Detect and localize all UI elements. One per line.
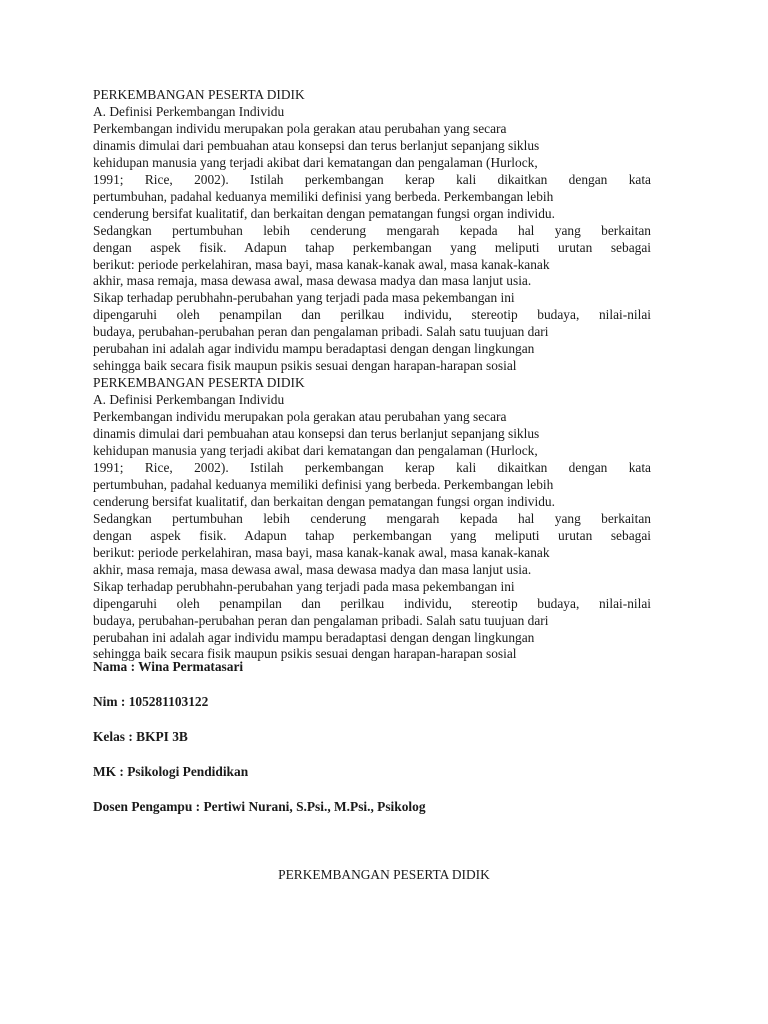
text-line: budaya, perubahan-perubahan peran dan pengalaman pribadi. Salah satu tuujuan dari [93, 612, 549, 628]
text-line: perubahan ini adalah agar individu mampu beradaptasi dengan dengan lingkungan [93, 341, 535, 357]
section-title: PERKEMBANGAN PESERTA DIDIK [93, 87, 305, 102]
text-line: dengan aspek fisik. Adapun tahap perkembangan yang meliputi urutan sebagai [93, 527, 651, 543]
text-line: Sikap terhadap perubhahn-perubahan yang terjadi pada masa pekembangan ini [93, 578, 515, 594]
text-line: akhir, masa remaja, masa dewasa awal, masa dewasa madya dan masa lanjut usia. [93, 273, 532, 289]
text-line: sehingga baik secara fisik maupun psikis sesuai dengan harapan-harapan sosial [93, 646, 517, 662]
text-line: berikut: periode perkelahiran, masa bayi, masa kanak-kanak awal, masa kanak-kanak [93, 256, 550, 272]
text-line: 1991; Rice, 2002). Istilah perkembangan kerap kali dikaitkan dengan kata [93, 459, 651, 475]
text-line: cenderung bersifat kualitatif, dan berkaitan dengan pematangan fungsi organ individu. [93, 493, 555, 509]
text-line: dinamis dimulai dari pembuahan atau konsepsi dan terus berlanjut sepanjang siklus [93, 137, 540, 153]
text-line: dipengaruhi oleh penampilan dan perilkau individu, stereotip budaya, nilai-nilai [93, 595, 651, 611]
text-line: pertumbuhan, padahal keduanya memiliki definisi yang berbeda. Perkembangan lebih [93, 188, 554, 204]
section-heading: A. Definisi Perkembangan Individu [93, 392, 285, 408]
student-name: Nama : Wina Permatasari [93, 659, 244, 674]
text-line: dinamis dimulai dari pembuahan atau konsepsi dan terus berlanjut sepanjang siklus [93, 426, 540, 442]
text-line: kehidupan manusia yang terjadi akibat dari kematangan dan pengalaman (Hurlock, [93, 154, 538, 170]
section-title: PERKEMBANGAN PESERTA DIDIK [93, 375, 305, 391]
section-heading: A. Definisi Perkembangan Individu [93, 103, 285, 119]
course-name: MK : Psikologi Pendidikan [93, 764, 249, 779]
text-line: dipengaruhi oleh penampilan dan perilkau individu, stereotip budaya, nilai-nilai [93, 307, 651, 323]
text-line: akhir, masa remaja, masa dewasa awal, masa dewasa madya dan masa lanjut usia. [93, 561, 532, 577]
document-body [93, 87, 651, 663]
text-line: kehidupan manusia yang terjadi akibat dari kematangan dan pengalaman (Hurlock, [93, 443, 538, 459]
text-line: Perkembangan individu merupakan pola gerakan atau perubahan yang secara [93, 120, 507, 136]
text-line: perubahan ini adalah agar individu mampu beradaptasi dengan dengan lingkungan [93, 629, 535, 645]
text-line: 1991; Rice, 2002). Istilah perkembangan kerap kali dikaitkan dengan kata [93, 171, 651, 187]
text-line: sehingga baik secara fisik maupun psikis sesuai dengan harapan-harapan sosial [93, 358, 517, 374]
text-line: pertumbuhan, padahal keduanya memiliki definisi yang berbeda. Perkembangan lebih [93, 476, 554, 492]
student-class: Kelas : BKPI 3B [93, 729, 188, 744]
student-nim: Nim : 105281103122 [93, 694, 209, 709]
student-info [93, 658, 653, 815]
text-line: Sedangkan pertumbuhan lebih cenderung mengarah kepada hal yang berkaitan [93, 222, 651, 238]
text-line: budaya, perubahan-perubahan peran dan pengalaman pribadi. Salah satu tuujuan dari [93, 324, 549, 340]
lecturer-name: Dosen Pengampu : Pertiwi Nurani, S.Psi., M.Psi., Psikolog [93, 799, 426, 814]
text-line: dengan aspek fisik. Adapun tahap perkembangan yang meliputi urutan sebagai [93, 239, 651, 255]
text-line: Perkembangan individu merupakan pola gerakan atau perubahan yang secara [93, 409, 507, 425]
text-line: cenderung bersifat kualitatif, dan berkaitan dengan pematangan fungsi organ individu. [93, 205, 555, 221]
text-line: berikut: periode perkelahiran, masa bayi, masa kanak-kanak awal, masa kanak-kanak [93, 544, 550, 560]
text-line: Sikap terhadap perubhahn-perubahan yang terjadi pada masa pekembangan ini [93, 290, 515, 306]
text-line: Sedangkan pertumbuhan lebih cenderung mengarah kepada hal yang berkaitan [93, 510, 651, 526]
footer-title: PERKEMBANGAN PESERTA DIDIK [278, 867, 490, 882]
